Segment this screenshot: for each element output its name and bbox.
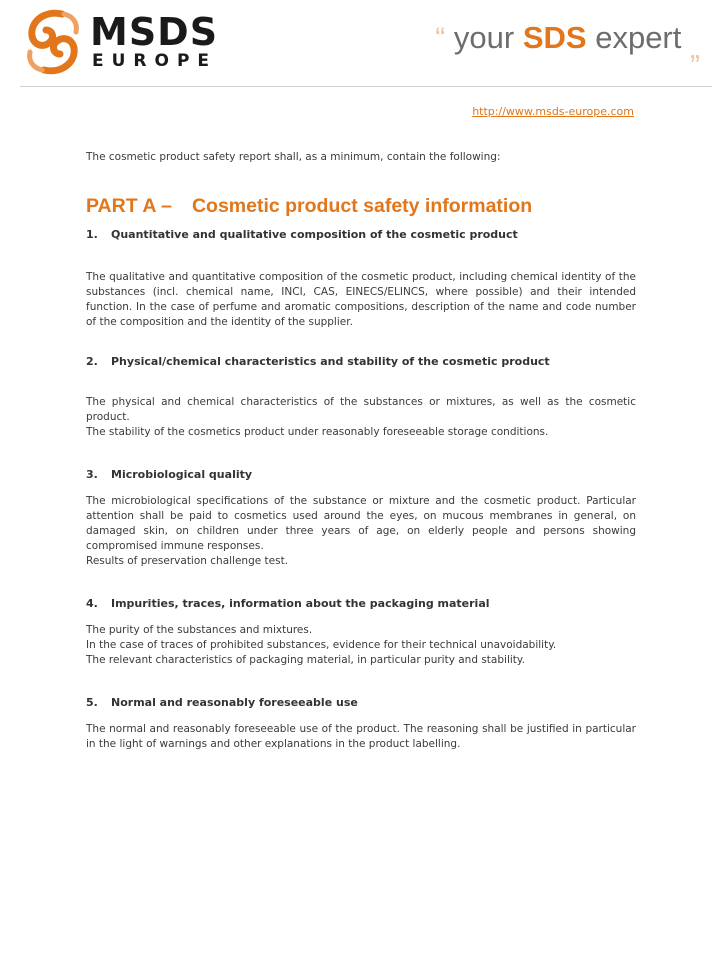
document-body — [86, 150, 636, 752]
section-paragraph: The normal and reasonably foreseeable use of the product. The reasoning shall be justified in particular in the light of warnings and other explanations in the product labelling. — [86, 723, 636, 750]
section-heading — [86, 468, 636, 482]
section-paragraph — [86, 623, 636, 668]
tagline-open-quote: “ — [435, 22, 446, 55]
section-heading — [86, 228, 636, 242]
section-title: Quantitative and qualitative composition of the cosmetic product — [111, 228, 518, 241]
logo-text-msds: MSDS — [90, 10, 219, 54]
paragraph-line: The microbiological specifications of the substance or mixture and the cosmetic product. Particular attention shall be paid to cosmetics used around the eyes, on mucous membranes in general, on damaged skin, on children under three years of age, on elderly people and persons showing compromised immune responses. — [86, 495, 636, 552]
tagline — [435, 18, 700, 65]
section-heading — [86, 355, 636, 369]
section-paragraph: The qualitative and quantitative composition of the cosmetic product, including chemical identity of the substances (incl. chemical name, INCI, CAS, EINECS/ELINCS, where possible) and their intended function. In the case of perfume and aromatic compositions, description of the name and code number of the composition and the identity of the supplier. — [86, 271, 636, 328]
section-number: 3. — [86, 468, 98, 481]
section-number: 4. — [86, 597, 98, 610]
section-heading — [86, 597, 636, 611]
tagline-post: expert — [586, 20, 682, 55]
part-title-text: Cosmetic product safety information — [191, 195, 533, 217]
header-divider — [20, 86, 712, 87]
section-paragraph — [86, 494, 636, 569]
section-title: Normal and reasonably foreseeable use — [111, 696, 358, 709]
section-title: Microbiological quality — [111, 468, 253, 481]
website-link[interactable]: http://www.msds-europe.com — [472, 105, 634, 118]
tagline-pre: your — [453, 20, 523, 55]
paragraph-line: The stability of the cosmetics product under reasonably foreseeable storage conditions. — [86, 426, 549, 438]
logo-text-europe: EUROPE — [92, 51, 218, 71]
paragraph-line: The relevant characteristics of packaging material, in particular purity and stability. — [86, 654, 525, 666]
part-label: PART A – — [86, 195, 172, 217]
paragraph-line: The physical and chemical characteristics of the substances or mixtures, as well as the cosmetic product. — [86, 396, 636, 423]
section-number: 2. — [86, 355, 98, 368]
page-header — [0, 0, 720, 86]
paragraph-line: In the case of traces of prohibited substances, evidence for their technical unavoidability. — [86, 639, 557, 651]
section-number: 5. — [86, 696, 98, 709]
logo-swirl-icon — [22, 8, 84, 76]
section-number: 1. — [86, 228, 98, 241]
tagline-brand: SDS — [522, 20, 587, 55]
section-paragraph — [86, 395, 636, 440]
msds-europe-logo — [22, 8, 252, 76]
tagline-close-quote: „ — [690, 32, 700, 65]
intro-text: The cosmetic product safety report shall, as a minimum, contain the following: — [86, 151, 501, 163]
paragraph-line: The purity of the substances and mixtures. — [86, 624, 313, 636]
paragraph-line: Results of preservation challenge test. — [86, 555, 289, 567]
section-title: Physical/chemical characteristics and stability of the cosmetic product — [111, 355, 550, 368]
section-heading — [86, 696, 636, 710]
part-title — [86, 194, 636, 218]
section-title: Impurities, traces, information about the packaging material — [111, 597, 490, 610]
